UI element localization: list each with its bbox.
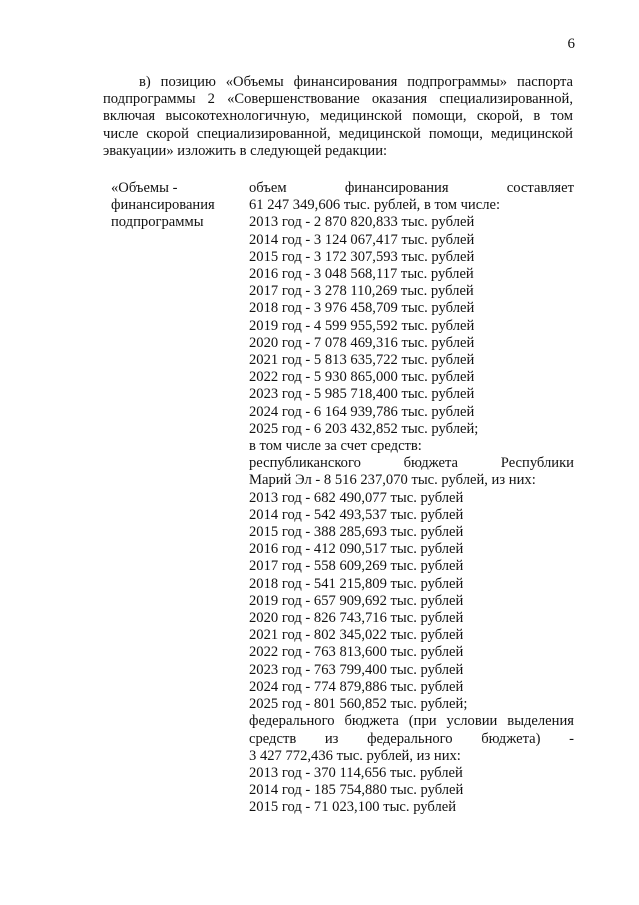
list-item: 2024 год - 6 164 939,786 тыс. рублей <box>249 403 475 420</box>
list-item: 2019 год - 4 599 955,592 тыс. рублей <box>249 317 475 334</box>
list-item: 2021 год - 802 345,022 тыс. рублей <box>249 627 464 644</box>
federal-budget-line: федерального бюджета (при условии выделения <box>249 713 574 730</box>
list-item: 2020 год - 826 743,716 тыс. рублей <box>249 610 464 627</box>
federal-budget-line: средств из федерального бюджета) - <box>249 730 574 747</box>
intro-line: включая высокотехнологичную, медицинской помощи, скорой, в том <box>103 108 573 125</box>
list-item: 2020 год - 7 078 469,316 тыс. рублей <box>249 334 475 351</box>
list-item: 2015 год - 388 285,693 тыс. рублей <box>249 524 464 541</box>
list-item: 2014 год - 185 754,880 тыс. рублей <box>249 782 464 799</box>
federal-budget-amount: 3 427 772,436 тыс. рублей, из них: <box>249 747 461 764</box>
list-item: 2013 год - 2 870 820,833 тыс. рублей <box>249 214 475 231</box>
list-item: 2024 год - 774 879,886 тыс. рублей <box>249 678 464 695</box>
federal-years-list <box>249 765 574 817</box>
intro-line: подпрограммы 2 «Совершенствование оказания специализированной, <box>103 91 573 108</box>
list-item: 2018 год - 541 215,809 тыс. рублей <box>249 575 464 592</box>
label-line: подпрограммы <box>111 214 204 231</box>
page-number: 6 <box>567 36 575 52</box>
list-item: 2023 год - 5 985 718,400 тыс. рублей <box>249 386 475 403</box>
list-item: 2023 год - 763 799,400 тыс. рублей <box>249 661 464 678</box>
list-item: 2016 год - 3 048 568,117 тыс. рублей <box>249 266 474 283</box>
intro-paragraph <box>103 74 573 160</box>
list-item: 2017 год - 3 278 110,269 тыс. рублей <box>249 283 474 300</box>
label-first-word: «Объемы <box>111 180 169 196</box>
list-item: 2025 год - 6 203 432,852 тыс. рублей; <box>249 420 479 437</box>
list-item: 2013 год - 682 490,077 тыс. рублей <box>249 489 464 506</box>
list-item: 2018 год - 3 976 458,709 тыс. рублей <box>249 300 475 317</box>
list-item: 2013 год - 370 114,656 тыс. рублей <box>249 764 463 781</box>
list-item: 2014 год - 3 124 067,417 тыс. рублей <box>249 231 475 248</box>
sources-intro: в том числе за счет средств: <box>249 438 422 455</box>
intro-line: числе скорой специализированной, медицинской помощи, медицинской <box>103 125 573 142</box>
list-item: 2017 год - 558 609,269 тыс. рублей <box>249 558 464 575</box>
list-item: 2015 год - 71 023,100 тыс. рублей <box>249 799 457 816</box>
list-item: 2021 год - 5 813 635,722 тыс. рублей <box>249 352 475 369</box>
list-item: 2022 год - 5 930 865,000 тыс. рублей <box>249 369 475 386</box>
regional-budget-line: республиканского бюджета Республики <box>249 455 574 472</box>
list-item: 2025 год - 801 560,852 тыс. рублей; <box>249 696 468 713</box>
list-item: 2015 год - 3 172 307,593 тыс. рублей <box>249 248 475 265</box>
label-first-line <box>111 180 241 197</box>
label-line: финансирования <box>111 197 215 214</box>
position-label <box>111 180 241 232</box>
financing-content <box>249 180 574 817</box>
regional-years-list <box>249 490 574 714</box>
intro-line: эвакуации» изложить в следующей редакции: <box>103 142 388 159</box>
total-years-list <box>249 214 574 438</box>
list-item: 2014 год - 542 493,537 тыс. рублей <box>249 506 464 523</box>
label-dash: - <box>172 180 178 196</box>
total-amount-line: 61 247 349,606 тыс. рублей, в том числе: <box>249 197 501 214</box>
regional-budget-amount: Марий Эл - 8 516 237,070 тыс. рублей, из них: <box>249 472 536 489</box>
list-item: 2019 год - 657 909,692 тыс. рублей <box>249 592 464 609</box>
total-intro-line: объем финансирования составляет <box>249 180 574 196</box>
list-item: 2016 год - 412 090,517 тыс. рублей <box>249 541 464 558</box>
list-item: 2022 год - 763 813,600 тыс. рублей <box>249 644 464 661</box>
intro-line: в) позицию «Объемы финансирования подпрограммы» паспорта <box>139 74 573 90</box>
